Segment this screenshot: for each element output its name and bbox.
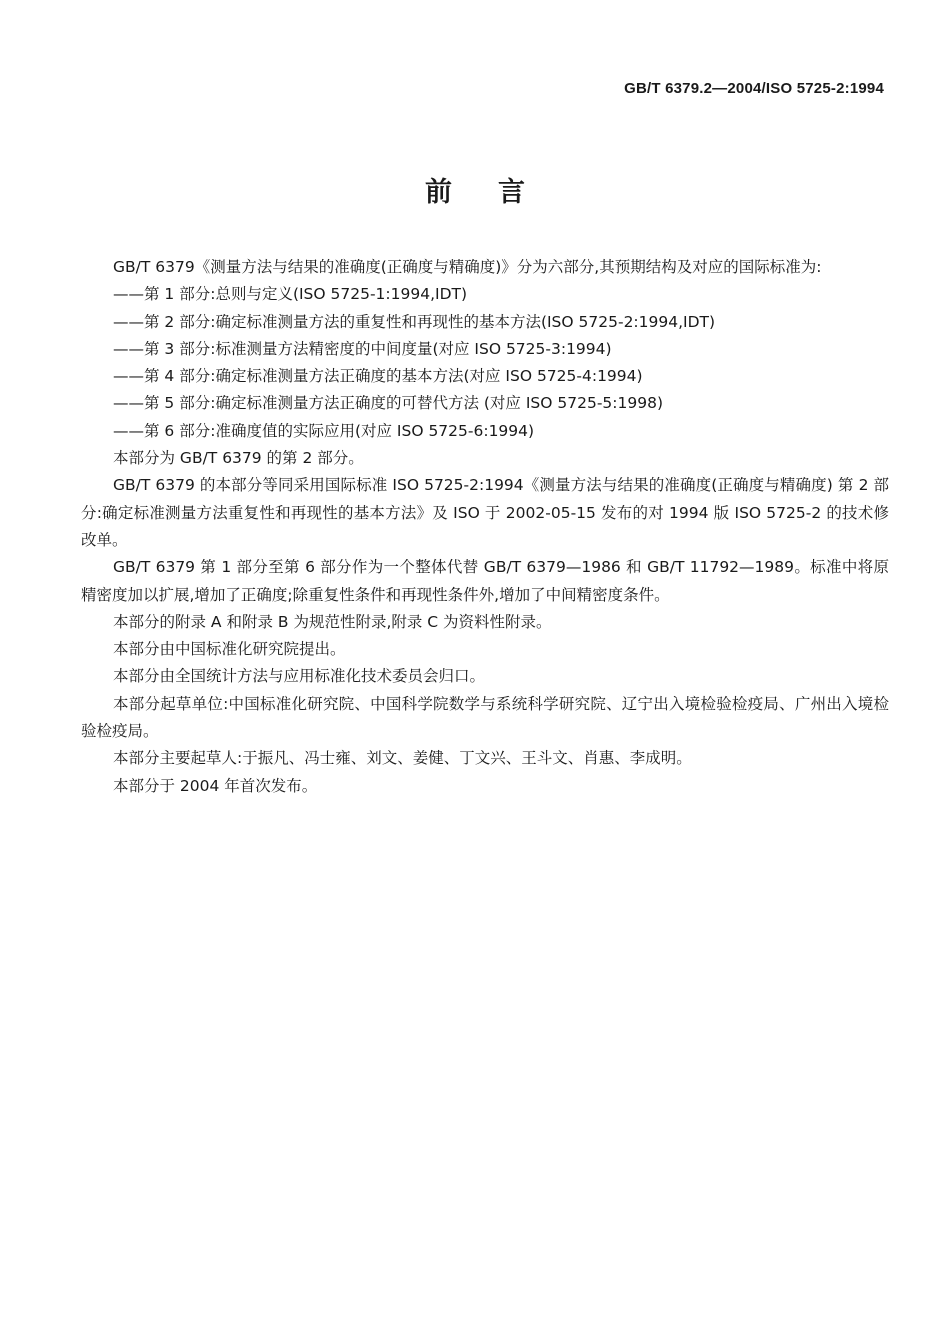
list-item-part-6: ——第 6 部分:准确度值的实际应用(对应 ISO 5725-6:1994) — [113, 421, 535, 440]
paragraph-proposer: 本部分由中国标准化研究院提出。 — [113, 640, 346, 659]
paragraph-annexes: 本部分的附录 A 和附录 B 为规范性附录,附录 C 为资料性附录。 — [113, 612, 552, 631]
paragraph-replacement: GB/T 6379 第 1 部分至第 6 部分作为一个整体代替 GB/T 6379—1986 和 GB/T 11792—1989。标准中将原精密度加以扩展,增加了正确度;除重复性条件和再现性条件外,增加了中间精密度条件。 — [81, 558, 889, 604]
paragraph-drafting-units: 本部分起草单位:中国标准化研究院、中国科学院数学与系统科学研究院、辽宁出入境检验检疫局、广州出入境检验检疫局。 — [81, 694, 889, 741]
standard-number-header: GB/T 6379.2—2004/ISO 5725-2:1994 — [624, 80, 884, 97]
paragraph-intro: GB/T 6379《测量方法与结果的准确度(正确度与精确度)》分为六部分,其预期结构及对应的国际标准为: — [113, 258, 822, 276]
foreword-body — [81, 254, 889, 800]
list-item-part-4: ——第 4 部分:确定标准测量方法正确度的基本方法(对应 ISO 5725-4:1994) — [113, 367, 643, 386]
paragraph-part-statement: 本部分为 GB/T 6379 的第 2 部分。 — [113, 449, 364, 468]
list-item-part-2: ——第 2 部分:确定标准测量方法的重复性和再现性的基本方法(ISO 5725-2:1994,IDT) — [113, 312, 716, 331]
list-item-part-3: ——第 3 部分:标准测量方法精密度的中间度量(对应 ISO 5725-3:1994) — [113, 339, 612, 358]
paragraph-first-release: 本部分于 2004 年首次发布。 — [113, 776, 318, 795]
page-title: 前言 — [425, 177, 571, 208]
paragraph-adoption: GB/T 6379 的本部分等同采用国际标准 ISO 5725-2:1994《测量方法与结果的准确度(正确度与精确度) 第 2 部分:确定标准测量方法重复性和再现性的基本方法》及 ISO 于 2002-05-15 发布的对 1994 版 ISO 5725-2 的技术修改单。 — [81, 476, 889, 549]
paragraph-committee: 本部分由全国统计方法与应用标准化技术委员会归口。 — [113, 667, 486, 686]
list-item-part-1: ——第 1 部分:总则与定义(ISO 5725-1:1994,IDT) — [113, 285, 468, 304]
list-item-part-5: ——第 5 部分:确定标准测量方法正确度的可替代方法 (对应 ISO 5725-5:1998) — [113, 394, 663, 413]
paragraph-drafters: 本部分主要起草人:于振凡、冯士雍、刘文、姜健、丁文兴、王斗文、肖惠、李成明。 — [113, 749, 692, 768]
